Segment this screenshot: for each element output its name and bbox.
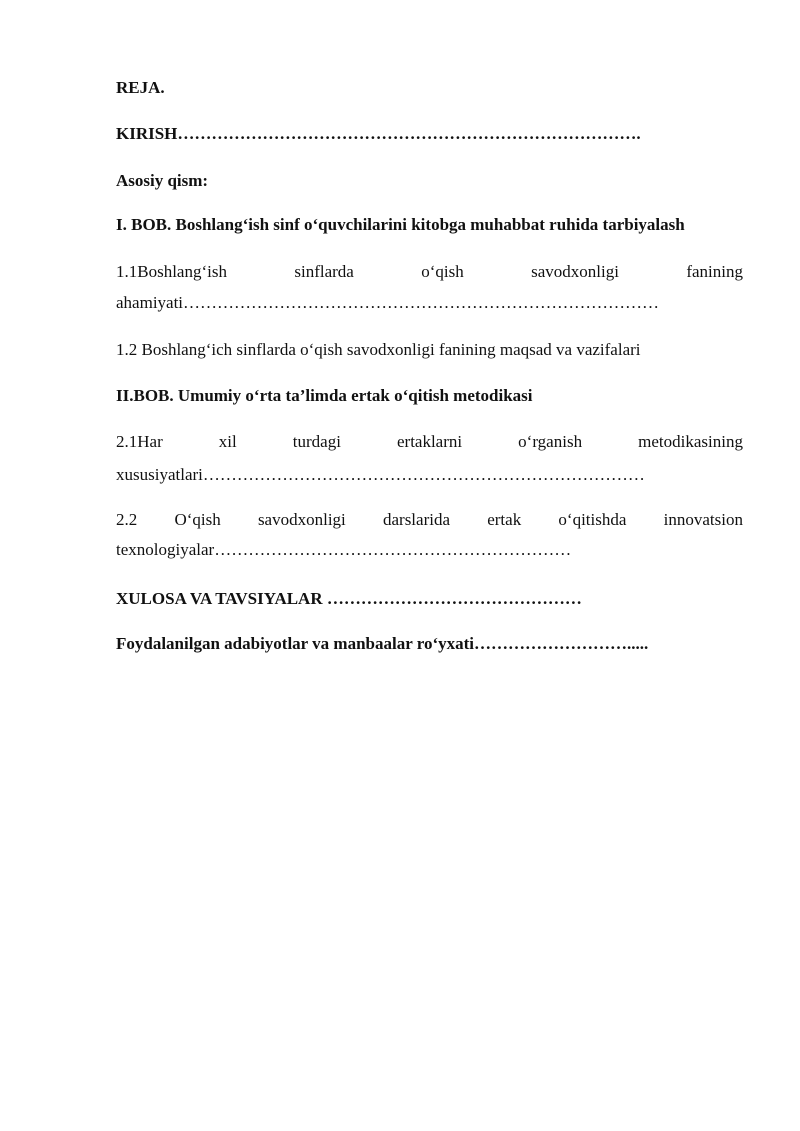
toc-word: o‘qitishda <box>558 510 627 529</box>
toc-chapter1-section1-cont: ahamiyati………………………………………………………………………… <box>116 293 660 312</box>
toc-word: o‘qish <box>421 262 464 281</box>
toc-main-part: Asosiy qism: <box>116 171 209 190</box>
toc-word: savodxonligi <box>531 262 619 281</box>
toc-word: innovatsion <box>663 510 743 529</box>
toc-word: o‘rganish <box>518 432 583 451</box>
toc-chapter1-section1 <box>116 262 743 282</box>
toc-chapter1-section2: 1.2 Boshlang‘ich sinflarda o‘qish savodxonligi fanining maqsad va vazifalari <box>116 340 641 359</box>
toc-word: xil <box>218 432 237 451</box>
toc-word: 1.1Boshlang‘ish <box>116 262 227 281</box>
toc-word: metodikasining <box>638 432 743 451</box>
toc-word: ertak <box>487 510 522 529</box>
toc-chapter2-heading: II.BOB. Umumiy o‘rta ta’limda ertak o‘qitish metodikasi <box>116 386 533 405</box>
toc-word: sinflarda <box>294 262 354 281</box>
toc-chapter2-section1 <box>116 432 743 452</box>
toc-word: 2.2 <box>116 510 138 529</box>
toc-word: turdagi <box>292 432 341 451</box>
toc-word: ertaklarni <box>396 432 463 451</box>
toc-chapter2-section1-cont: xususiyatlari…………………………………………………………………… <box>116 465 645 484</box>
toc-word: 2.1Har <box>116 432 163 451</box>
toc-word: O‘qish <box>174 510 221 529</box>
toc-intro: KIRISH………………………………………………………………………. <box>116 124 641 143</box>
toc-word: darslarida <box>382 510 451 529</box>
document-title: REJA. <box>116 78 165 97</box>
toc-word: savodxonligi <box>257 510 346 529</box>
toc-chapter2-section2 <box>116 510 743 530</box>
toc-conclusion: XULOSA VA TAVSIYALAR ……………………………………… <box>116 589 582 608</box>
toc-word: fanining <box>686 262 743 281</box>
toc-chapter1-heading: I. BOB. Boshlang‘ish sinf o‘quvchilarini kitobga muhabbat ruhida tarbiyalash <box>116 215 685 234</box>
toc-chapter2-section2-cont: texnologiyalar……………………………………………………… <box>116 540 572 559</box>
toc-references: Foydalanilgan adabiyotlar va manbaalar ro‘yxati………………………..... <box>116 634 649 653</box>
